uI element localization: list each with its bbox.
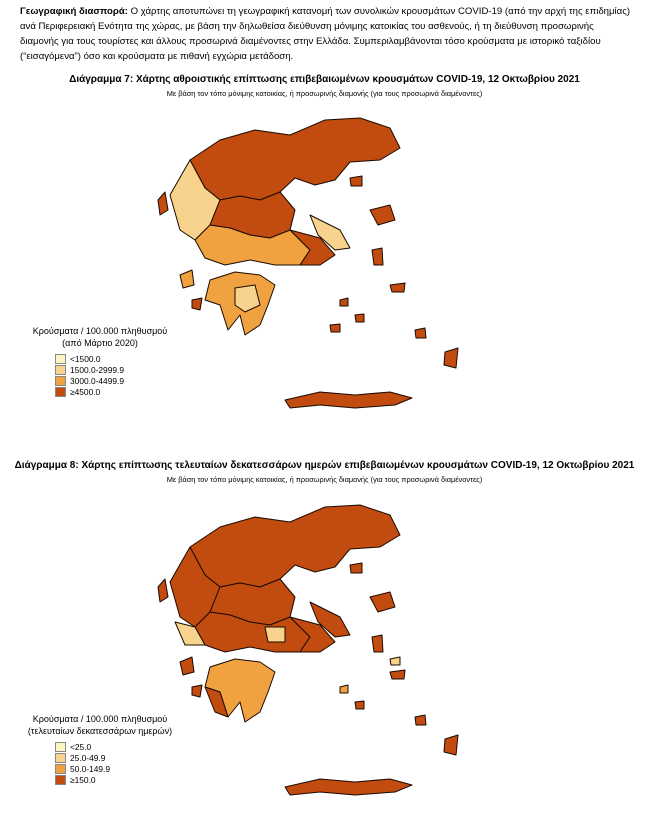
- intro-label: Γεωγραφική διασπορά:: [20, 6, 128, 17]
- legend-label: 25.0-49.9: [70, 752, 106, 763]
- legend-label: 1500.0-2999.9: [70, 364, 125, 375]
- region-crete: [285, 779, 412, 795]
- region-lesvos: [370, 205, 395, 225]
- legend-item: [55, 364, 180, 375]
- region-boeotia: [265, 627, 285, 642]
- map7-legend-subtitle: (από Μάρτιο 2020): [62, 338, 138, 348]
- legend-item: [55, 375, 180, 386]
- region-chios: [372, 248, 383, 265]
- region-north: [190, 505, 400, 587]
- legend-item: [55, 386, 180, 397]
- legend-item: [55, 741, 180, 752]
- region-lemnos: [350, 176, 362, 186]
- legend-label: ≥150.0: [70, 774, 96, 785]
- region-dodecanese: [415, 715, 426, 725]
- legend-swatch: [55, 365, 66, 375]
- map8-greece-choropleth: [150, 487, 480, 802]
- legend-swatch: [55, 753, 66, 763]
- legend-swatch: [55, 387, 66, 397]
- region-zakynthos: [192, 298, 202, 310]
- region-cyclades-3: [390, 657, 400, 665]
- legend-label: 50.0-149.9: [70, 763, 111, 774]
- region-corfu: [158, 192, 168, 215]
- region-zakynthos: [192, 685, 202, 697]
- region-rhodes: [444, 348, 458, 368]
- region-kefalonia: [180, 657, 194, 675]
- legend-swatch: [55, 376, 66, 386]
- region-cyclades-1: [340, 685, 348, 693]
- region-cyclades-1: [340, 298, 348, 306]
- map7-subtitle: Με βάση τον τόπο μόνιμης κατοικίας, ή προσωρινής διαμονής (για τους προσωρινά διαμένοντες): [166, 89, 483, 98]
- legend-item: [55, 763, 180, 774]
- region-cyclades-3: [330, 324, 340, 332]
- region-samos: [390, 283, 405, 292]
- map8-legend: [20, 713, 180, 785]
- map7-greece-choropleth: [150, 100, 480, 415]
- region-rhodes: [444, 735, 458, 755]
- region-lemnos: [350, 563, 362, 573]
- map7-legend-title: Κρούσματα / 100.000 πληθυσμού: [32, 326, 168, 336]
- region-samos: [390, 670, 405, 679]
- region-dodecanese: [415, 328, 426, 338]
- map8-legend-subtitle: (τελευταίων δεκατεσσάρων ημερών): [27, 726, 173, 736]
- region-north: [190, 118, 400, 200]
- legend-item: [55, 353, 180, 364]
- legend-label: <1500.0: [70, 353, 101, 364]
- region-cyclades-2: [355, 701, 364, 709]
- legend-label: ≥4500.0: [70, 386, 101, 397]
- legend-item: [55, 752, 180, 763]
- region-chios: [372, 635, 383, 652]
- region-lesvos: [370, 592, 395, 612]
- map8-subtitle: Με βάση τον τόπο μόνιμης κατοικίας, ή προσωρινής διαμονής (για τους προσωρινά διαμένοντες): [166, 475, 483, 484]
- map8-title: Διάγραμμα 8: Χάρτης επίπτωσης τελευταίων δεκατεσσάρων ημερών επιβεβαιωμένων κρουσμάτων COVID-19, 12 Οκτωβρίου 2021: [14, 460, 635, 471]
- map7-title: Διάγραμμα 7: Χάρτης αθροιστικής επίπτωσης επιβεβαιωμένων κρουσμάτων COVID-19, 12 Οκτωβρίου 2021: [69, 74, 580, 85]
- legend-swatch: [55, 775, 66, 785]
- map7-legend: [20, 325, 180, 397]
- legend-label: 3000.0-4499.9: [70, 375, 125, 386]
- intro-paragraph: [20, 4, 635, 64]
- legend-label: <25.0: [70, 741, 92, 752]
- legend-swatch: [55, 354, 66, 364]
- legend-swatch: [55, 764, 66, 774]
- region-kefalonia: [180, 270, 194, 288]
- legend-swatch: [55, 742, 66, 752]
- intro-text: Ο χάρτης αποτυπώνει τη γεωγραφική κατανομή των συνολικών κρουσμάτων COVID-19 (από την αρχή της επιδημίας) ανά Περιφερειακή Ενότητα της χώρας, με βάση την δηλωθείσα διεύθυνση μόνιμης κατοικίας του ασθενούς, ή τη διεύθυνση προσωρινής διαμονής για τους τουρίστες και άλλους προσωρινά διαμένοντες στην Ελλάδα. Συμπεριλαμβάνονται τόσο κρούσματα με ιστορικό ταξιδίου (“εισαγόμενα”) όσο και κρούσματα με πιθανή εγχώρια μετάδοση.: [20, 6, 631, 62]
- region-corfu: [158, 579, 168, 602]
- region-cyclades-2: [355, 314, 364, 322]
- map8-legend-title: Κρούσματα / 100.000 πληθυσμού: [32, 714, 168, 724]
- legend-item: [55, 774, 180, 785]
- region-crete: [285, 392, 412, 408]
